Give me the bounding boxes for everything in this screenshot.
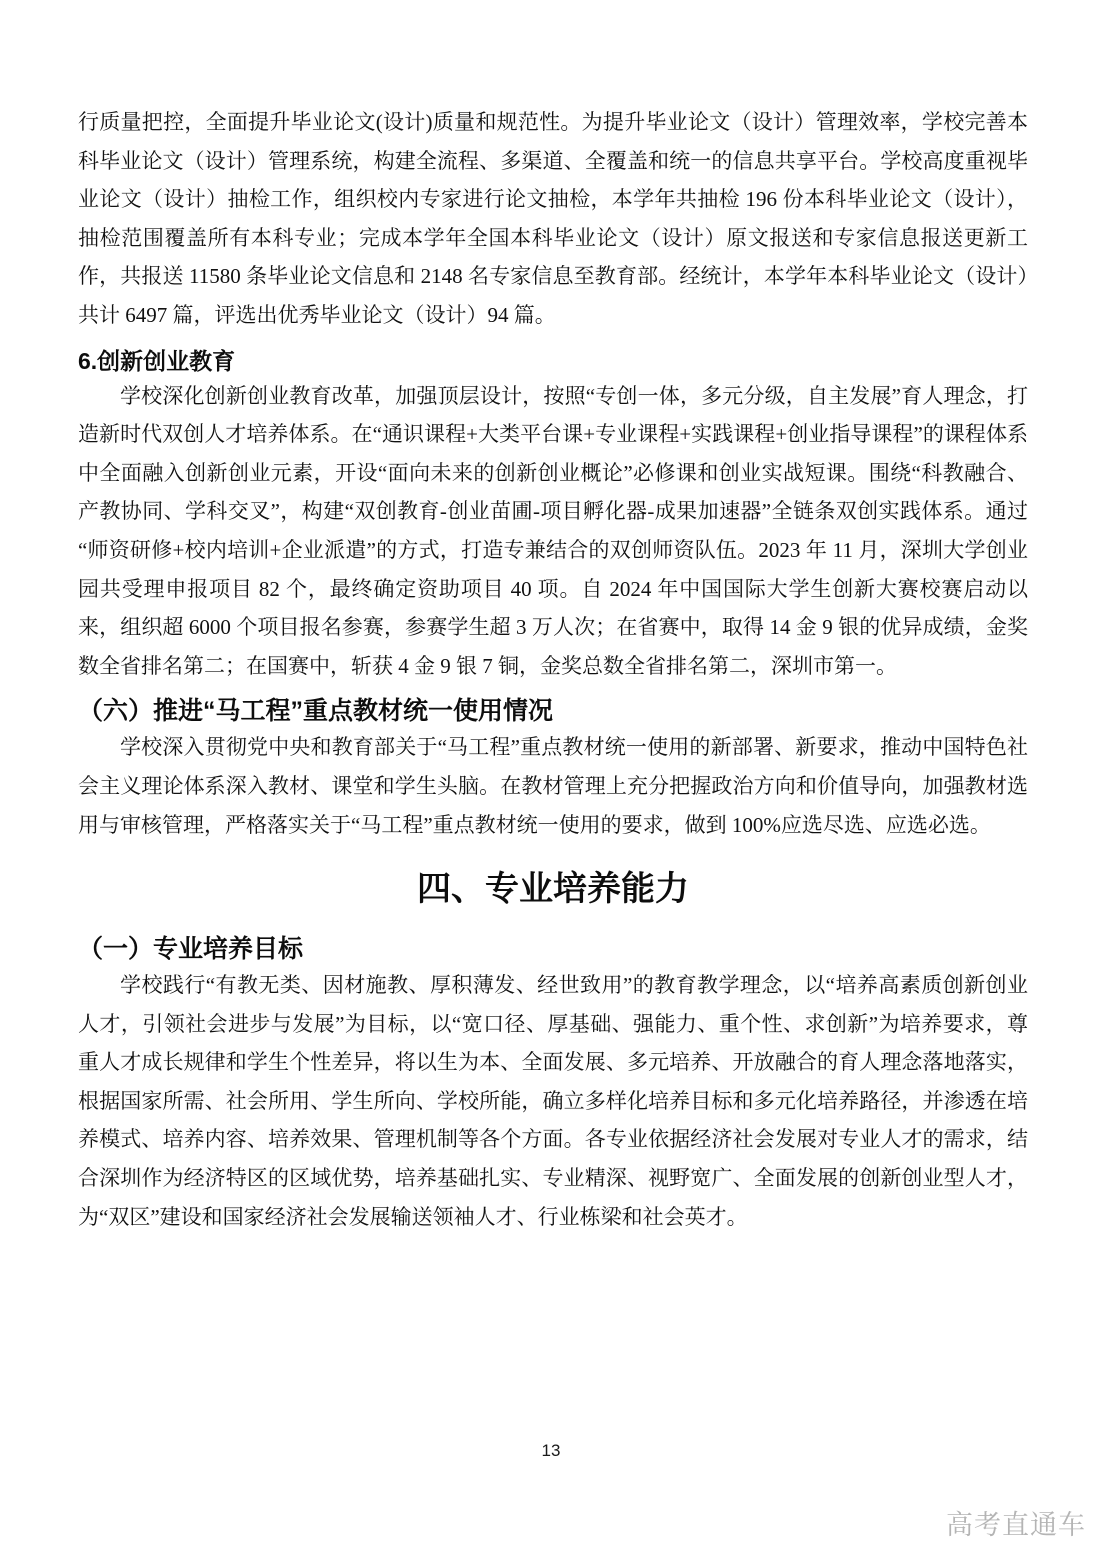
heading-chapter-professional-training-capacity: 四、专业培养能力 bbox=[417, 870, 689, 909]
paragraph-ma-project-textbooks: 学校深入贯彻党中央和教育部关于“马工程”重点教材统一使用的新部署、新要求，推动中国特色社会主义理论体系深入教材、课堂和学生头脑。在教材管理上充分把握政治方向和价值导向，加强教材选用与审核管理，严格落实关于“马工程”重点教材统一使用的要求，做到 100%应选尽选、应选必选。 bbox=[78, 735, 1028, 837]
paragraph-thesis-quality: 行质量把控，全面提升毕业论文(设计)质量和规范性。为提升毕业论文（设计）管理效率，学校完善本科毕业论文（设计）管理系统，构建全流程、多渠道、全覆盖和统一的信息共享平台。学校高度重视毕业论文（设计）抽检工作，组织校内专家进行论文抽检，本学年共抽检 196 份本科毕业论文（设计），抽检范围覆盖所有本科专业；完成本学年全国本科毕业论文（设计）原文报送和专家信息报送更新工作，共报送 11580 条毕业论文信息和 2148 名专家信息至教育部。经统计，本学年本科毕业论文（设计）共计 6497 篇，评选出优秀毕业论文（设计）94 篇。 bbox=[78, 110, 1028, 327]
heading-ma-project-textbooks: （六）推进“马工程”重点教材统一使用情况 bbox=[78, 697, 554, 726]
page-number: 13 bbox=[541, 1441, 561, 1460]
watermark-gaokao-zhitongche: 高考直通车 bbox=[946, 1510, 1086, 1540]
heading-professional-training-goal: （一）专业培养目标 bbox=[78, 935, 304, 964]
heading-innovation-education: 6.创新创业教育 bbox=[78, 347, 236, 374]
paragraph-professional-training-goal: 学校践行“有教无类、因材施教、厚积薄发、经世致用”的教育教学理念，以“培养高素质创新创业人才，引领社会进步与发展”为目标，以“宽口径、厚基础、强能力、重个性、求创新”为培养要求，尊重人才成长规律和学生个性差异，将以生为本、全面发展、多元培养、开放融合的育人理念落地落实，根据国家所需、社会所用、学生所向、学校所能，确立多样化培养目标和多元化培养路径，并渗透在培养模式、培养内容、培养效果、管理机制等各个方面。各专业依据经济社会发展对专业人才的需求，结合深圳作为经济特区的区域优势，培养基础扎实、专业精深、视野宽广、全面发展的创新创业型人才，为“双区”建设和国家经济社会发展输送领袖人才、行业栋梁和社会英才。 bbox=[78, 973, 1028, 1229]
paragraph-innovation-education: 学校深化创新创业教育改革，加强顶层设计，按照“专创一体，多元分级，自主发展”育人理念，打造新时代双创人才培养体系。在“通识课程+大类平台课+专业课程+实践课程+创业指导课程”的课程体系中全面融入创新创业元素，开设“面向未来的创新创业概论”必修课和创业实战短课。围绕“科教融合、产教协同、学科交叉”，构建“双创教育-创业苗圃-项目孵化器-成果加速器”全链条双创实践体系。通过“师资研修+校内培训+企业派遣”的方式，打造专兼结合的双创师资队伍。2023 年 11 月，深圳大学创业园共受理申报项目 82 个，最终确定资助项目 40 项。自 2024 年中国国际大学生创新大赛校赛启动以来，组织超 6000 个项目报名参赛，参赛学生超 3 万人次；在省赛中，取得 14 金 9 银的优异成绩，金奖数全省排名第二；在国赛中，斩获 4 金 9 银 7 铜，金奖总数全省排名第二，深圳市第一。 bbox=[78, 383, 1028, 678]
